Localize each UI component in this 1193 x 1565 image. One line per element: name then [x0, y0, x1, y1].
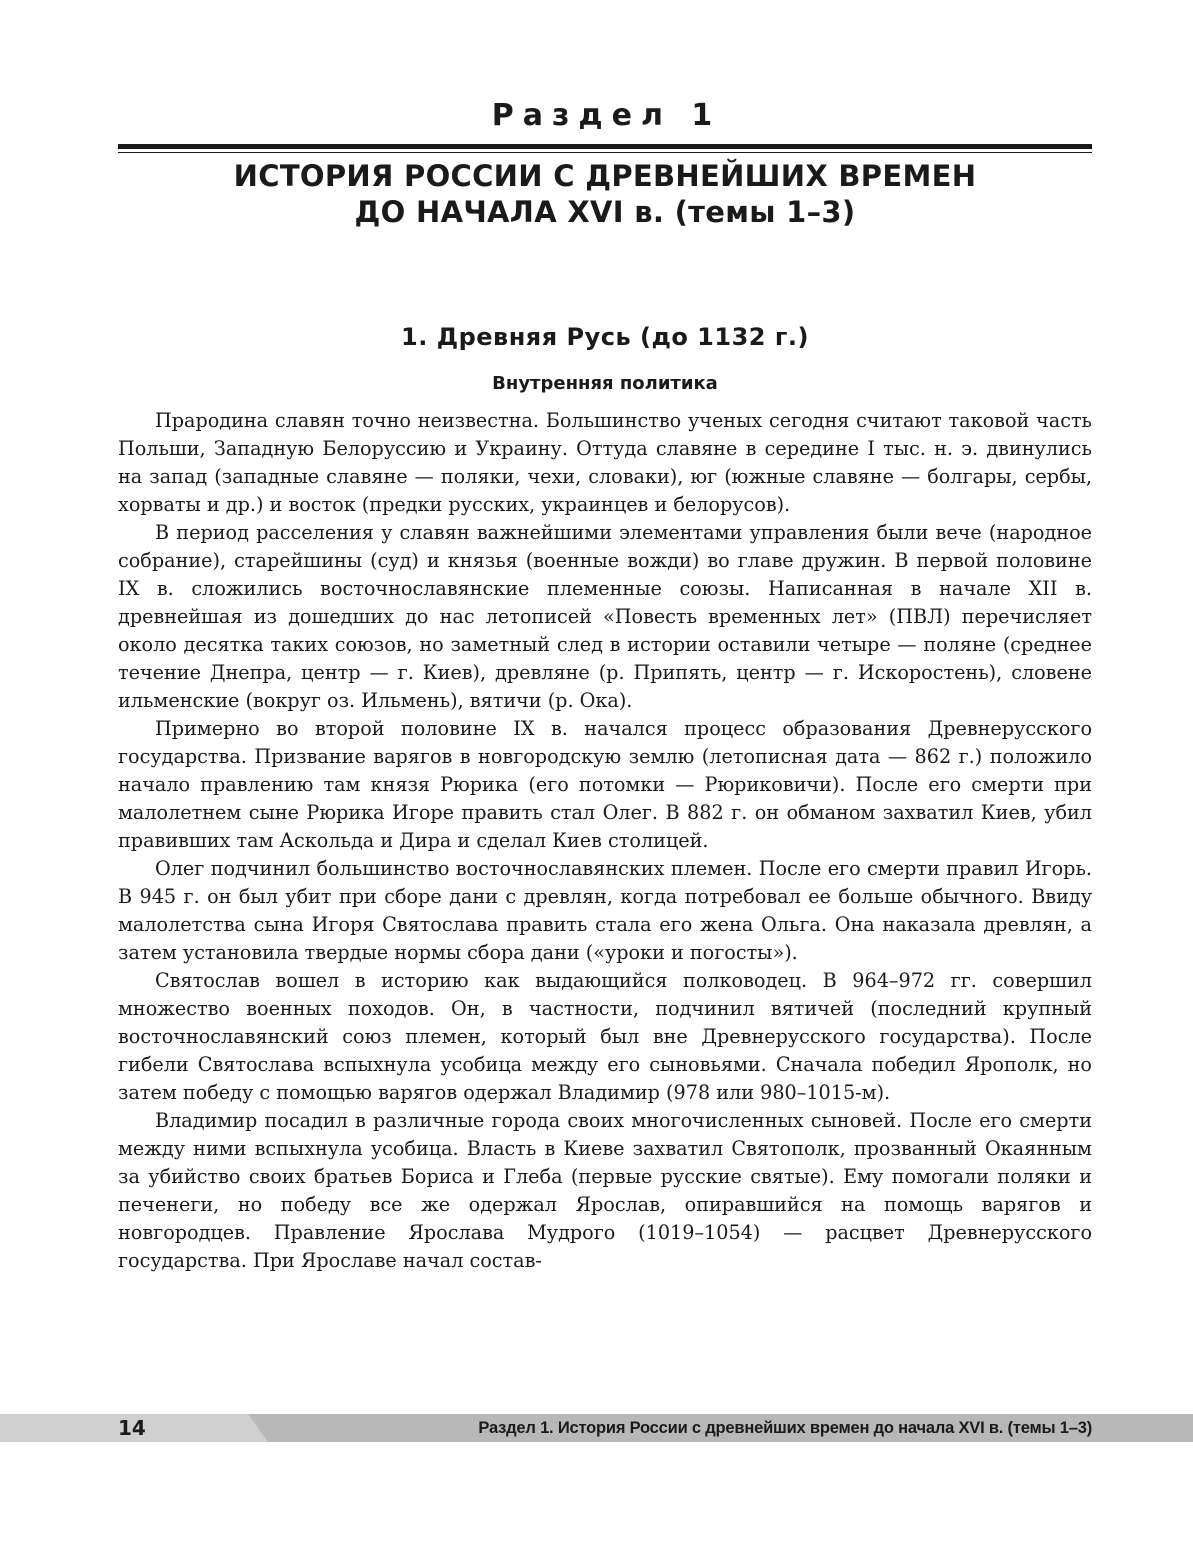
paragraph: Владимир посадил в различные города своих многочисленных сыновей. После его смерти между ними вспыхнула усобица. Власть в Киеве захватил Святополк, прозванный Окаянным за убийство своих братьев Бориса и Глеба (первые русские святые). Ему помогали поляки и печенеги, но победу все же одержал Ярослав, опиравшийся на помощь варягов и новгородцев. Правление Ярослава Мудрого (1019–1054) — расцвет Древнерусского государства. При Ярославе начал состав-: [118, 1109, 1092, 1272]
chapter-title: 1. Древняя Русь (до 1132 г.): [401, 323, 809, 351]
header-rule-thick: [118, 144, 1092, 149]
paragraph: Примерно во второй половине IX в. начался процесс образования Древнерусского государства. Призвание варягов в новгородскую землю (летописная дата — 862 г.) положило начало правлению там князя Рюрика (его потомки — Рюриковичи). После его смерти при малолетнем сыне Рюрика Игоре править стал Олег. В 882 г. он обманом захватил Киев, убил правивших там Аскольда и Дира и сделал Киев столицей.: [118, 717, 1092, 852]
paragraph: В период расселения у славян важнейшими элементами управления были вече (народное собрание), старейшины (суд) и князья (военные вожди) во главе дружин. В первой половине IX в. сложились восточнославянские племенные союзы. Написанная в начале XII в. древнейшая из дошедших до нас летописей «Повесть временных лет» (ПВЛ) перечисляет около десятка таких союзов, но заметный след в истории оставили четыре — поляне (среднее течение Днепра, центр — г. Киев), древляне (р. Припять, центр — г. Искоростень), словене ильменские (вокруг оз. Ильмень), вятичи (р. Ока).: [118, 521, 1092, 712]
chapter-subtitle: Внутренняя политика: [492, 373, 718, 394]
section-label: [0, 98, 1193, 133]
section-title-line-2: ДО НАЧАЛА XVI в. (темы 1–3): [354, 195, 856, 229]
paragraph: Олег подчинил большинство восточнославянских племен. После его смерти правил Игорь. В 945 г. он был убит при сборе дани с древлян, когда потребовал ее больше обычного. Ввиду малолетства сына Игоря Святослава править стала его жена Ольга. Она наказала древлян, а затем установила твердые нормы сбора дани («уроки и погосты»).: [118, 857, 1092, 964]
section-label-text: Раздел 1: [491, 98, 722, 133]
page-number: 14: [118, 1416, 146, 1440]
section-title-line-1: ИСТОРИЯ РОССИИ С ДРЕВНЕЙШИХ ВРЕМЕН: [233, 159, 977, 193]
body-text: [118, 407, 1092, 1275]
header-rule-thin: [118, 152, 1092, 153]
paragraph: Прародина славян точно неизвестна. Большинство ученых сегодня считают таковой часть Польши, Западную Белоруссию и Украину. Оттуда славяне в середине I тыс. н. э. двинулись на запад (западные славяне — поляки, чехи, словаки), юг (южные славяне — болгары, сербы, хорваты и др.) и восток (предки русских, украинцев и белорусов).: [118, 409, 1092, 516]
section-title: [118, 158, 1092, 230]
running-head: Раздел 1. История России с древнейших времен до начала XVI в. (темы 1–3): [478, 1419, 1092, 1437]
paragraph: Святослав вошел в историю как выдающийся полководец. В 964–972 гг. совершил множество военных походов. Он, в частности, подчинил вятичей (последний крупный восточнославянский союз племен, который был вне Древнерусского государства). После гибели Святослава вспыхнула усобица между его сыновьями. Сначала победил Ярополк, но затем победу с помощью варягов одержал Владимир (978 или 980–1015-м).: [118, 969, 1092, 1104]
